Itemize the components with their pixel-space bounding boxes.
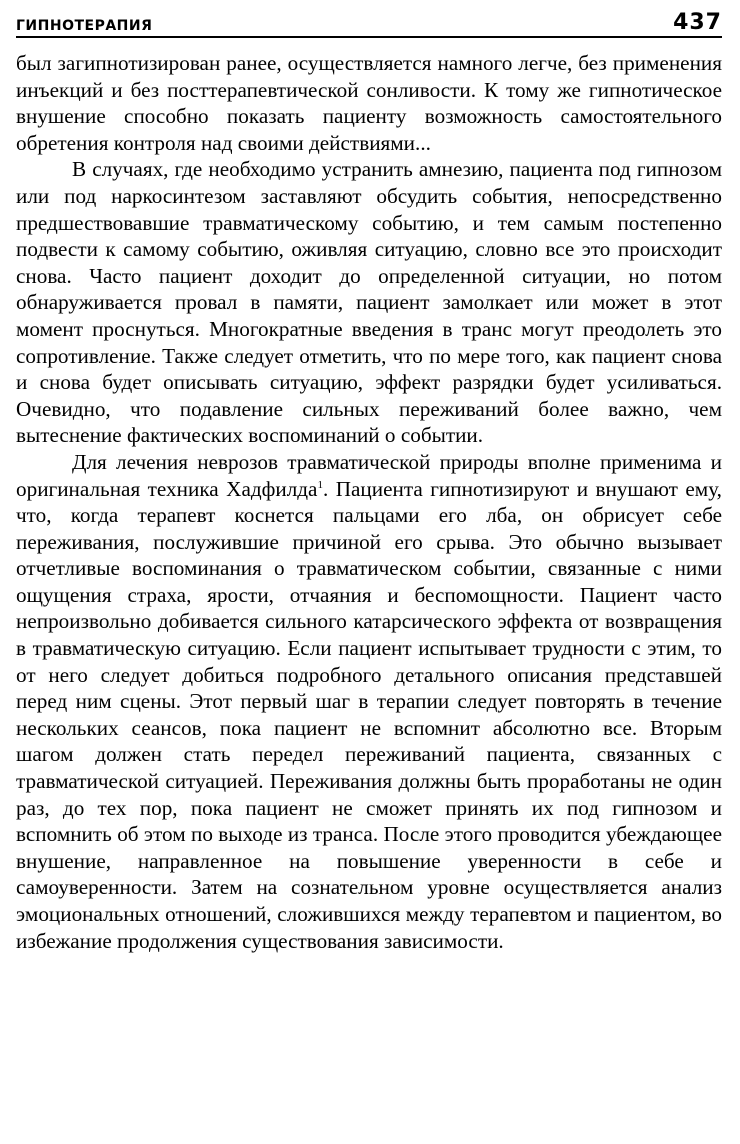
paragraph-hadfield-text-end: . Пациента гипнотизируют и внушают ему, что, когда терапевт коснется пальцами его лба, он обрисует себе переживания, послужившие причиной его срыва. Это обычно вызывает отчетливые воспоминания о травматическом событии, связанные с ними ощущения страха, ярости, отчаяния и беспомощности. Пациент часто непроизвольно добивается сильного катарсического эффекта от возвращения в травматическую ситуацию. Если пациент испытывает трудности с этим, то от него следует добиться подробного детального описания представшей перед ним сцены. Этот первый шаг в терапии следует повторять в течение нескольких сеансов, пока пациент не вспомнит абсолютно все. Вторым шагом должен стать передел переживаний пациента, связанных с травматической ситуацией. Переживания должны быть проработаны не один раз, до тех пор, пока пациент не сможет принять их под гипнозом и вспомнить об этом по выходе из транса. После этого проводится убеждающее внушение, направленное на повышение уверенности в себе и самоуверенности. Затем на сознательном уровне осуществляется анализ эмоциональных отношений, сложившихся между терапевтом и пациентом, во избежание продолжения существования зависимости.	[16, 476, 722, 953]
paragraph-hadfield-technique	[16, 449, 722, 954]
book-page	[16, 8, 722, 954]
running-head	[16, 8, 722, 38]
running-title: ГИПНОТЕРАПИЯ	[16, 18, 153, 34]
paragraph-hadfield-text-start: Для лечения неврозов травматической природы вполне применима и оригинальная техника Хадфилда	[16, 449, 722, 501]
page-number: 437	[673, 10, 722, 35]
paragraph-continuation: был загипнотизирован ранее, осуществляется намного легче, без применения инъекций и без посттерапевтической сонливости. К тому же гипнотическое внушение способно показать пациенту возможность самостоятельного обретения контроля над своими действиями...	[16, 51, 722, 155]
footnote-marker: 1	[317, 478, 323, 491]
body-text	[16, 50, 722, 954]
paragraph-amnesia: В случаях, где необходимо устранить амнезию, пациента под гипнозом или под наркосинтезом заставляют обсудить события, непосредственно предшествовавшие травматическому событию, и тем самым постепенно подвести к самому событию, оживляя ситуацию, словно все это происходит снова. Часто пациент доходит до определенной ситуации, но потом обнаруживается провал в памяти, пациент замолкает или может в этот момент проснуться. Многократные введения в транс могут преодолеть это сопротивление. Также следует отметить, что по мере того, как пациент снова и снова будет описывать ситуацию, эффект разрядки будет усиливаться. Очевидно, что подавление сильных переживаний более важно, чем вытеснение фактических воспоминаний о событии.	[16, 157, 722, 448]
